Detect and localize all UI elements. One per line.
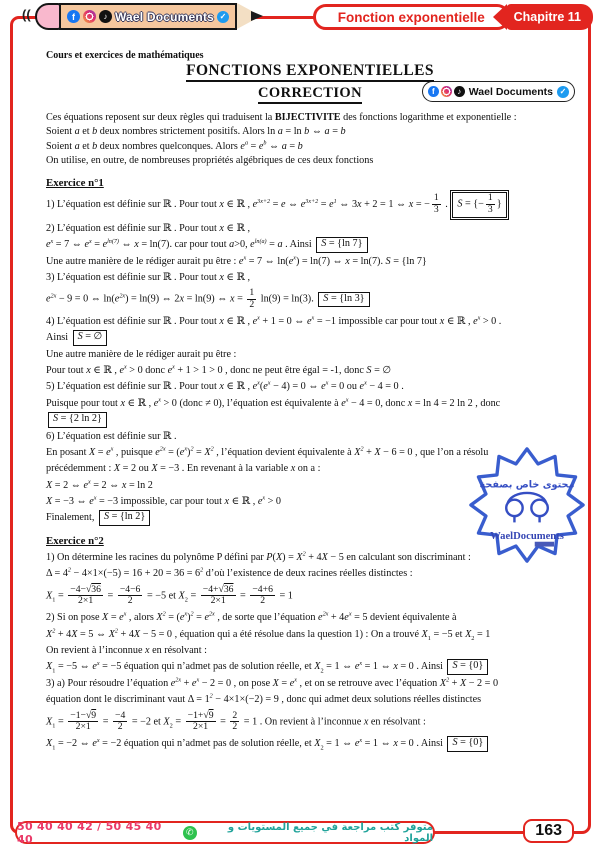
- pencil-banner: [22, 3, 270, 30]
- chapter-title: Fonction exponentielle: [313, 4, 510, 30]
- stamp-star-outline: [471, 449, 583, 561]
- ex2-line: On revient à l’inconnue x en résolvant :: [46, 644, 207, 656]
- ex1-line: Une autre manière de le rédiger aurait pu être : $e^x = 7$ ⇔ $\ln(e^x) = \ln(7)$ ⇔ x = ln(7). S = {ln 7}: [46, 255, 427, 267]
- subtitle-correction: CORRECTION: [46, 84, 574, 104]
- intro-line: Soient a et b deux nombres strictement positifs. Alors ln a = ln b ⇔ a = b: [46, 126, 346, 138]
- stamp-brand-underline: [535, 542, 554, 547]
- facebook-icon: f: [67, 10, 80, 23]
- ex1-line: Pour tout x ∈ ℝ , $e^x > 0$ donc $e^x + 1 > 1 > 0$ , donc ne peut être égal = -1, donc S = ∅: [46, 364, 392, 377]
- ex1-line: Une autre manière de le rédiger aurait pu être :: [46, 348, 237, 360]
- ex2-line: $X_1$ = $\frac{-1-√9}{2\times 1}$ = $\frac{-4}{2}$ = −2 et $X_2$ = $\frac{-1+√9}{2\times 1}$ = $\frac{2}{2}$ = 1 . On revient à l’inconnue x en résolvant :: [46, 709, 426, 733]
- ex2-line: $X^2 + 4X = 5$ ⇔ $X^2 + 4X - 5 = 0$ , équation qui a été résolue dans la question 1) : On a trouvé $X_1 = -5$ et $X_2 = 1$: [46, 628, 491, 642]
- intro-line: On utilise, en outre, de nombreuses propriétés algébriques de ces deux fonctions: [46, 155, 374, 167]
- whatsapp-icon: ✆: [183, 826, 197, 840]
- ex2-line: $X_1 = -5$ ⇔ $e^x = -5$ équation qui n’admet pas de solution réelle, et $X_2 = 1$ ⇔ $e^x = 1$ ⇔ x = 0 . Ainsi S = {0}: [46, 659, 574, 675]
- stamp-logo-loop: [531, 500, 547, 516]
- ex1-line: Puisque pour tout x ∈ ℝ , $e^x > 0$ (donc ≠ 0), l’équation est équivalente à $e^x - 4 = 0$, donc x = ln 4 = 2 ln 2 , donc: [46, 397, 501, 409]
- stamp-brand-text: WaelDocuments: [490, 530, 564, 542]
- stamp-logo: [508, 493, 547, 503]
- ex1-line: précédemment : X = 2 ou X = −3 . En revenant à la variable x on a :: [46, 463, 321, 475]
- tiktok-icon: ♪: [99, 10, 112, 23]
- scribble-marks: ((: [22, 7, 31, 22]
- ex1-line: Finalement, S = {ln 2}: [46, 510, 574, 526]
- pencil-tip-graphite: [251, 11, 263, 21]
- ex1-line: 2) L’équation est définie sur ℝ . Pour tout x ∈ ℝ ,: [46, 222, 251, 234]
- badge-brand-name: Wael Documents: [468, 85, 553, 98]
- ex1-line: X = 2 ⇔ $e^x = 2$ ⇔ x = ln 2: [46, 479, 153, 491]
- ex1-line: 5) L’équation est définie sur ℝ . Pour tout x ∈ ℝ , $e^x(e^x - 4) = 0$ ⇔ $e^x = 0$ ou $e^x - 4 = 0$ .: [46, 381, 404, 393]
- ex2-line: $\Delta = 4^2 - 4\times 1\times(-5) = 16 + 20 = 36 = 6^2$ d’où l’existence de deux racines réelles distinctes :: [46, 567, 413, 580]
- footer-phone-numbers: 50 40 40 42 / 50 45 40 40: [17, 819, 162, 846]
- tiktok-icon: ♪: [454, 86, 465, 97]
- exercise2-heading: Exercice n°2: [46, 535, 104, 548]
- document-content: [46, 50, 574, 753]
- exercise1-heading: Exercice n°1: [46, 176, 104, 189]
- ex2-line: $X_1 = -2$ ⇔ $e^x = -2$ équation qui n’admet pas de solution réelle, et $X_2 = 1$ ⇔ $e^x = 1$ ⇔ x = 0 . Ainsi S = {0}: [46, 736, 574, 752]
- intro-line: Soient a et b deux nombres quelconques. Alors $e^a = e^b$ ⇔ a = b: [46, 140, 303, 152]
- ex1-line: 3) L’équation est définie sur ℝ . Pour tout x ∈ ℝ ,: [46, 271, 251, 283]
- footer-arabic-text: متوفر كتب مراجعة في جميع المستويات و المواد: [227, 821, 433, 844]
- ex1-line: $e^{2x} - 9 = 0$ ⇔ $\ln(e^{2x}) = \ln(9)$ ⇔ 2x = ln(9) ⇔ x = $\frac{1}{2}$ ln(9) = ln(3). S = {ln 3}: [46, 288, 574, 311]
- brand-name: Wael Documents: [114, 9, 215, 24]
- page-number: 163: [523, 819, 574, 843]
- ex2-line: 1) On détermine les racines du polynôme P défini par $P(X) = X^2 + 4X - 5$ en calculant son discriminant :: [46, 551, 471, 564]
- ex2-line: 3) a) Pour résoudre l’équation $e^{2x} + e^x - 2 = 0$ , on pose $X = e^x$ , et on se retrouve avec l’équation $X^2 + X - 2 = 0$: [46, 677, 499, 689]
- main-title: FONCTIONS EXPONENTIELLES: [46, 62, 574, 82]
- instagram-icon: [83, 10, 96, 23]
- ex1-line: En posant $X = e^x$ , puisque $e^{2x} = (e^x)^2 = X^2$ , l’équation devient équivalente à $X^2 + X - 6 = 0$ , que l’on a résolu: [46, 446, 489, 459]
- chapter-banner: [313, 4, 593, 30]
- ex2-line: 2) Si on pose $X = e^x$ , alors $X^2 = (e^x)^2 = e^{2x}$ , de sorte que l’équation $e^{2x} + 4e^x = 5$ devient équivalente à: [46, 611, 457, 624]
- verified-icon: ✓: [557, 86, 569, 98]
- stamp-arabic-text: محتوى خاص بصفحة: [479, 479, 575, 491]
- ex2-line: équation dont le discriminant vaut $\Delta = 1^2 - 4\times 1\times(-2) = 9$ , donc qui admet deux solutions réelles distinctes: [46, 693, 482, 706]
- stamp-logo-loop: [506, 500, 522, 516]
- verified-icon: ✓: [217, 11, 229, 23]
- intro-paragraph: [46, 111, 574, 168]
- footer-contact-bar: [15, 821, 435, 844]
- ex1-line: 6) L’équation est définie sur ℝ .: [46, 430, 177, 442]
- ex1-line: 1) L’équation est définie sur ℝ . Pour tout x ∈ ℝ , $e^{3x+2} = e$ ⇔ $e^{3x+2} = e^1$ ⇔ 3x + 2 = 1 ⇔ x = − $\frac{1}{3}$ . S = {− $\frac{1}{3}$ }: [46, 192, 574, 218]
- ex2-line: $X_1$ = $\frac{-4-√36}{2\times 1}$ = $\frac{-4-6}{2}$ = −5 et $X_2$ = $\frac{-4+√36}{2\times 1}$ = $\frac{-4+6}{2}$ = 1: [46, 583, 293, 607]
- pencil-body: [59, 3, 237, 30]
- intro-line: Ces équations reposent sur deux règles qui traduisent la BIJECTIVITE des fonctions logarithme et exponentielle :: [46, 112, 517, 123]
- pencil-eraser: [35, 3, 61, 30]
- course-kicker: Cours et exercices de mathématiques: [46, 50, 204, 61]
- ex1-line: Ainsi S = ∅: [46, 330, 574, 346]
- ex1-line: X = −3 ⇔ $e^x = -3$ impossible, car pour tout x ∈ ℝ , $e^x > 0$: [46, 495, 281, 507]
- ex1-line: S = {2 ln 2}: [46, 412, 574, 428]
- chapter-label: Chapitre 11: [506, 4, 593, 30]
- watermark-stamp: [464, 447, 590, 563]
- ex1-line: $e^x = 7$ ⇔ $e^x = e^{ln(7)}$ ⇔ x = ln(7). car pour tout a>0, $e^{ln(a)} = a$ . Ainsi S = {ln 7}: [46, 237, 574, 253]
- facebook-icon: f: [428, 86, 439, 97]
- ex1-line: 4) L’équation est définie sur ℝ . Pour tout x ∈ ℝ , $e^x + 1 = 0$ ⇔ $e^x = -1$ impossible car pour tout x ∈ ℝ , $e^x > 0$ .: [46, 315, 502, 327]
